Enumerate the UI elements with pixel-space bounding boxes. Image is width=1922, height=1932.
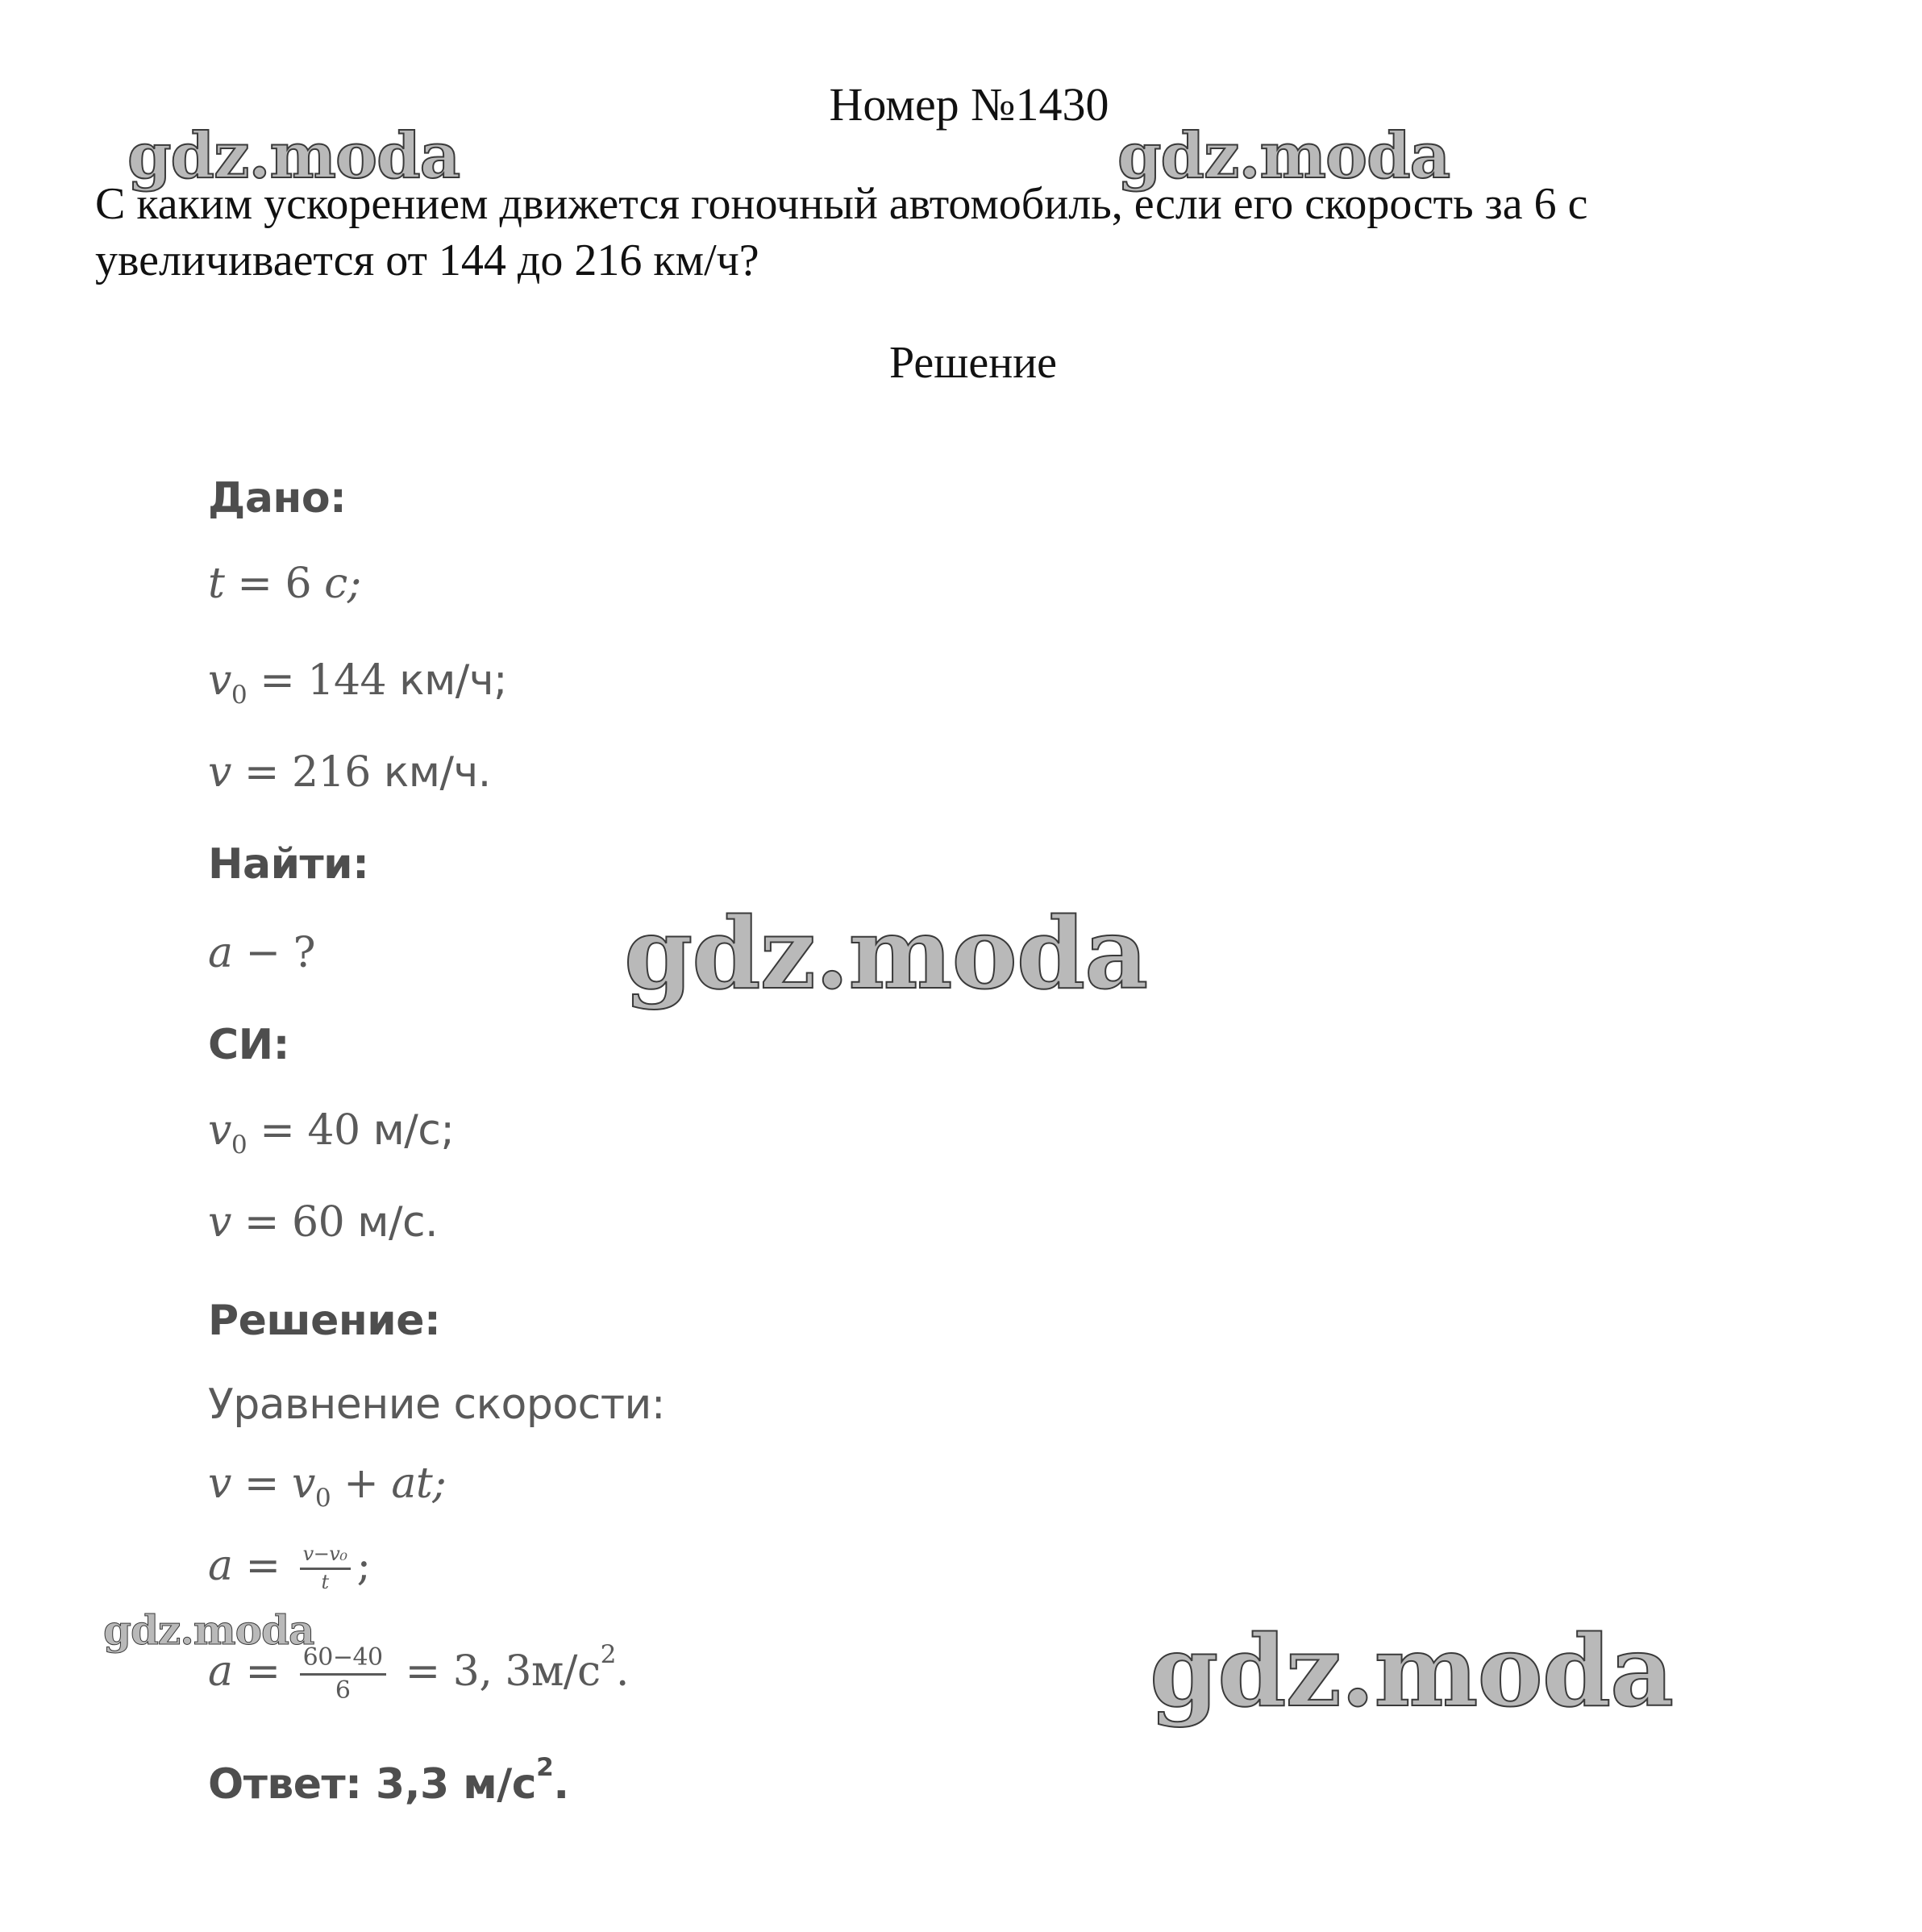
unknown-variable: a (208, 929, 233, 977)
unknown-mark: − ? (232, 929, 316, 977)
speed-equation (208, 1459, 446, 1513)
initial-speed-unit: км/ч; (399, 656, 508, 705)
speed-equation-lhs: v (208, 1459, 231, 1508)
speed-equation-rest: + at; (331, 1459, 447, 1508)
watermark-top-left: gdz.moda (127, 119, 460, 193)
si-final-speed (208, 1198, 438, 1247)
acceleration-calculation-end: . (615, 1647, 629, 1697)
si-initial-speed-unit: м/с; (372, 1106, 455, 1155)
acceleration-formula-fraction (300, 1543, 351, 1593)
watermark-center: gdz.moda (624, 895, 1148, 1011)
si-initial-speed-subscript: 0 (231, 1130, 248, 1160)
initial-speed-subscript: 0 (231, 680, 248, 710)
watermark-bottom-right: gdz.moda (1150, 1613, 1674, 1729)
problem-statement: С каким ускорением движется гоночный автомобиль, если его скорость за 6 с увеличивается от 144 до 216 км/ч? (95, 179, 1588, 285)
answer-line (208, 1753, 569, 1809)
find-label: Найти: (208, 840, 369, 889)
si-initial-speed-variable: v (208, 1106, 231, 1155)
given-time (208, 560, 361, 608)
solution-heading: Решение (888, 338, 1058, 388)
watermark-top-right: gdz.moda (1117, 119, 1450, 193)
time-unit: с; (324, 560, 361, 608)
speed-equation-v0: = v (231, 1459, 315, 1508)
answer-end: . (553, 1760, 569, 1809)
acceleration-calculation-lhs: a = (208, 1647, 293, 1697)
fraction-numerator: v−v₀ (300, 1543, 351, 1570)
calculation-numerator: 60−40 (300, 1644, 386, 1676)
calculation-denominator: 6 (335, 1676, 351, 1705)
speed-equation-subscript: 0 (314, 1483, 331, 1513)
final-speed-unit: км/ч. (383, 748, 491, 797)
given-initial-speed (208, 656, 507, 710)
initial-speed-variable: v (208, 656, 231, 705)
watermark-small-left: gdz.moda (103, 1606, 314, 1654)
initial-speed-value: = 144 (247, 656, 400, 705)
si-final-speed-unit: м/с. (357, 1198, 439, 1247)
problem-number-title: Номер №1430 (829, 78, 1109, 131)
si-label: СИ: (208, 1021, 289, 1069)
acceleration-formula-lhs: a = (208, 1542, 293, 1590)
final-speed-value: = 216 (231, 748, 384, 797)
solution-label: Решение: (208, 1297, 441, 1345)
si-final-speed-variable: v (208, 1198, 231, 1247)
time-variable: t (208, 560, 225, 608)
acceleration-formula-end: ; (356, 1542, 371, 1590)
acceleration-formula (208, 1542, 371, 1594)
given-final-speed (208, 748, 491, 797)
answer-text: Ответ: 3,3 м/с (208, 1760, 537, 1809)
si-final-speed-value: = 60 (231, 1198, 358, 1247)
answer-exponent: 2 (536, 1753, 554, 1782)
final-speed-variable: v (208, 748, 231, 797)
acceleration-calculation-result: = 3, 3м/с (392, 1647, 601, 1697)
given-label: Дано: (208, 474, 347, 523)
fraction-denominator: t (321, 1571, 329, 1593)
speed-equation-label: Уравнение скорости: (208, 1380, 665, 1429)
time-value: = 6 (224, 560, 325, 608)
find-unknown (208, 929, 315, 977)
si-initial-speed-value: = 40 (247, 1106, 373, 1155)
acceleration-calculation-exponent: 2 (600, 1640, 616, 1669)
si-initial-speed (208, 1106, 454, 1160)
